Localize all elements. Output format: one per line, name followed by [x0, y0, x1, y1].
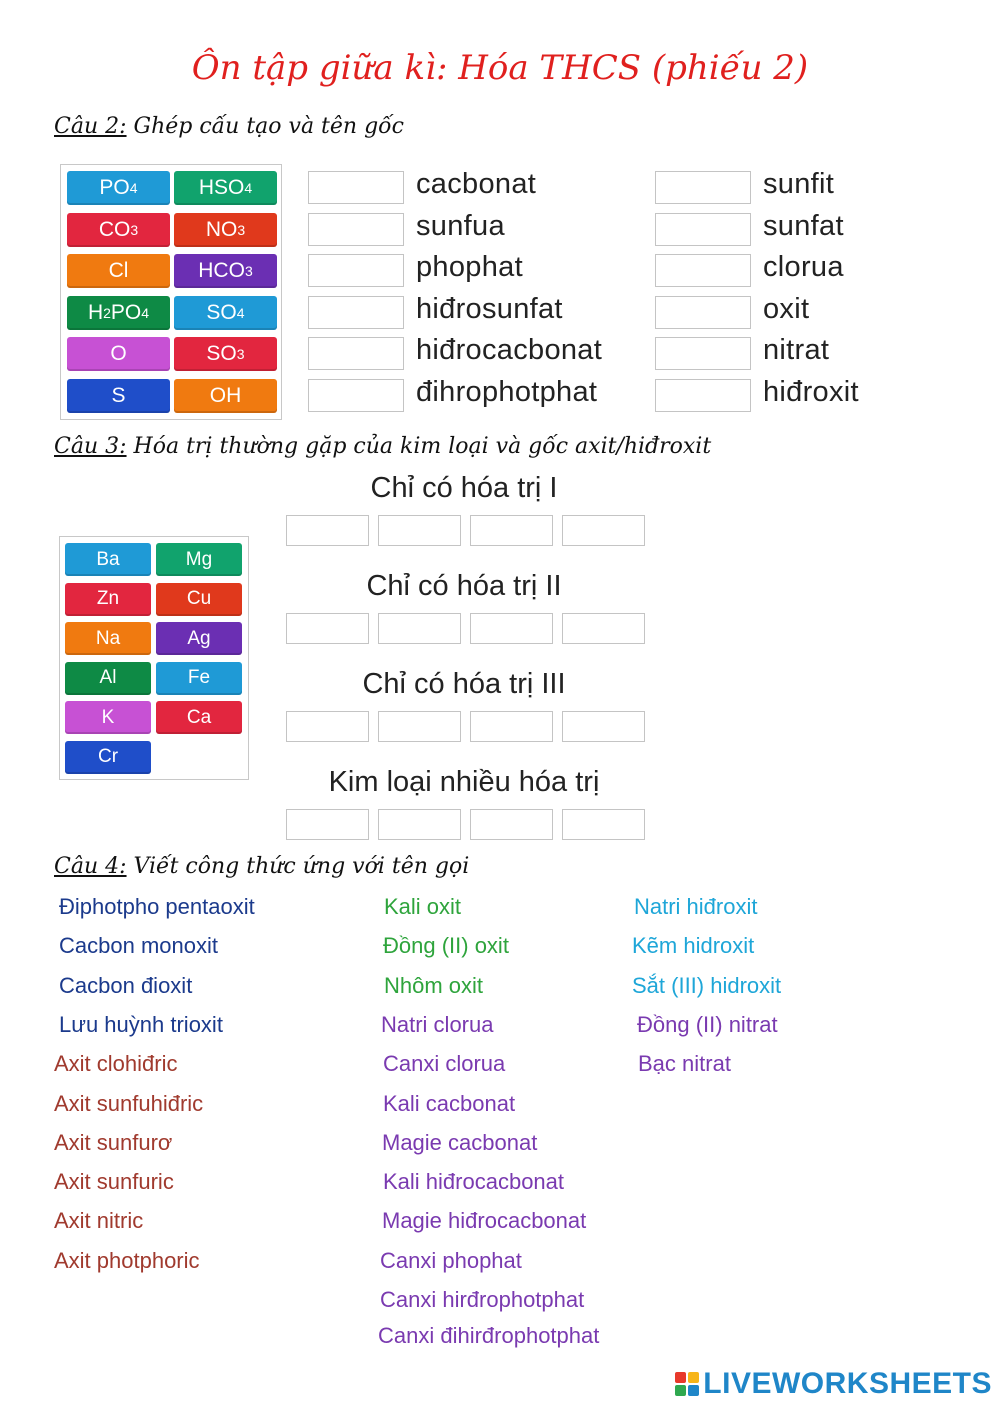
formula-text: O: [110, 342, 127, 365]
match-drop-box[interactable]: [308, 213, 404, 246]
compound-name: Natri clorua: [381, 1011, 494, 1037]
compound-name: Kẽm hidroxit: [632, 933, 755, 959]
compound-name: Axit photphoric: [54, 1247, 200, 1273]
formula-chip[interactable]: [67, 379, 170, 413]
metal-chip[interactable]: Na: [65, 622, 151, 655]
match-drop-box[interactable]: [308, 337, 404, 370]
question-2-text: Ghép cấu tạo và tên gốc: [126, 114, 404, 139]
formula-chip[interactable]: HCO 3: [174, 254, 277, 288]
valence-drop-box[interactable]: [378, 515, 461, 546]
formula-chip[interactable]: HSO 4: [174, 171, 277, 205]
compound-name: Magie hiđrocacbonat: [382, 1208, 587, 1234]
metal-chip[interactable]: Fe: [156, 662, 242, 695]
valence-drop-box[interactable]: [378, 613, 461, 644]
match-drop-box[interactable]: [308, 254, 404, 287]
radical-name-label: cacbonat: [416, 168, 537, 200]
q2-answer-bank: [60, 164, 282, 420]
formula-chip[interactable]: [174, 379, 277, 413]
compound-name: Magie cacbonat: [382, 1129, 538, 1155]
compound-name: Axit clohiđric: [54, 1051, 178, 1077]
valence-drop-box[interactable]: [470, 613, 553, 644]
metal-chip[interactable]: Ag: [156, 622, 242, 655]
radical-name-label: phophat: [416, 251, 523, 283]
formula-chip[interactable]: NO 3: [174, 213, 277, 247]
formula-chip[interactable]: [67, 254, 170, 288]
formula-text: NO: [205, 217, 238, 241]
radical-name-label: hiđrosunfat: [416, 292, 563, 325]
radical-name-label: sunfat: [763, 209, 844, 242]
question-3-text: Hóa trị thường gặp của kim loại và gốc axit/hiđroxit: [126, 434, 712, 459]
valence-drop-box[interactable]: [470, 711, 553, 742]
compound-name: Cacbon đioxit: [59, 972, 193, 998]
compound-name: Axit sunfuhiđric: [54, 1090, 204, 1116]
match-drop-box[interactable]: [655, 379, 751, 412]
valence-drop-box[interactable]: [286, 515, 369, 546]
match-drop-box[interactable]: [655, 337, 751, 370]
page-title: Ôn tập giữa kì: Hóa THCS (phiếu 2): [191, 48, 809, 88]
radical-name-label: sunfit: [763, 168, 835, 200]
formula-chip[interactable]: PO 4: [67, 171, 170, 205]
compound-name: Canxi hirđrophotphat: [380, 1287, 585, 1312]
valence-drop-box[interactable]: [378, 809, 461, 840]
formula-chip[interactable]: [67, 337, 170, 371]
formula-text: CO: [98, 217, 131, 241]
brand-name: LIVEWORKSHEETS: [703, 1367, 992, 1400]
formula-chip[interactable]: CO 3: [67, 213, 170, 247]
formula-text: PO: [99, 176, 130, 199]
valence-drop-box[interactable]: [562, 809, 645, 840]
compound-name: Lưu huỳnh trioxit: [59, 1011, 223, 1037]
metal-chip[interactable]: Ca: [156, 701, 242, 734]
match-drop-box[interactable]: [655, 213, 751, 246]
valence-drop-box[interactable]: [378, 711, 461, 742]
valence-group-title: Chỉ có hóa trị I: [370, 472, 558, 504]
valence-drop-box[interactable]: [470, 809, 553, 840]
compound-name: Kali hiđrocacbonat: [383, 1169, 565, 1195]
valence-drop-box[interactable]: [470, 515, 553, 546]
metal-chip[interactable]: Mg: [156, 543, 242, 576]
radical-name-label: oxit: [763, 292, 810, 325]
q3-answer-bank: [59, 536, 249, 780]
formula-chip[interactable]: H 2 PO 4: [67, 296, 170, 330]
question-4-heading: [54, 854, 469, 879]
compound-name: Axit sunfuric: [54, 1169, 174, 1195]
match-drop-box[interactable]: [655, 171, 751, 204]
radical-name-label: clorua: [763, 251, 844, 283]
valence-group-title: Chỉ có hóa trị II: [366, 570, 562, 602]
formula-text: SO: [206, 342, 237, 365]
compound-name: Đồng (II) nitrat: [637, 1011, 778, 1037]
radical-name-label: đihrophotphat: [416, 375, 598, 408]
metal-chip[interactable]: Cr: [65, 741, 151, 774]
metal-chip[interactable]: Ba: [65, 543, 151, 576]
radical-name-label: nitrat: [763, 334, 830, 366]
compound-name: Kali cacbonat: [383, 1090, 516, 1116]
formula-text: PO: [110, 300, 142, 324]
match-drop-box[interactable]: [308, 171, 404, 204]
formula-text: Cl: [108, 259, 129, 282]
question-3-heading: [54, 434, 711, 459]
match-drop-box[interactable]: [655, 296, 751, 329]
question-4-number: Câu 4:: [54, 854, 127, 879]
metal-chip[interactable]: Al: [65, 662, 151, 695]
valence-drop-box[interactable]: [286, 809, 369, 840]
compound-name: Axit sunfurơ: [54, 1129, 173, 1155]
valence-drop-box[interactable]: [286, 613, 369, 644]
compound-name: Axit nitric: [54, 1208, 144, 1234]
valence-group-title: Kim loại nhiều hóa trị: [328, 766, 600, 798]
compound-name: Canxi đihirđrophotphat: [378, 1323, 600, 1348]
compound-name: Nhôm oxit: [384, 972, 484, 998]
metal-chip[interactable]: Zn: [65, 583, 151, 616]
metal-chip[interactable]: Cu: [156, 583, 242, 616]
valence-drop-box[interactable]: [562, 613, 645, 644]
compound-name: Sắt (III) hidroxit: [632, 972, 782, 998]
match-drop-box[interactable]: [655, 254, 751, 287]
metal-chip[interactable]: K: [65, 701, 151, 734]
compound-name: Cacbon monoxit: [59, 933, 218, 959]
formula-text: S: [111, 383, 126, 407]
compound-name: Kali oxit: [384, 894, 462, 919]
formula-text: H: [87, 300, 104, 324]
compound-name: Natri hiđroxit: [634, 894, 758, 919]
question-3-number: Câu 3:: [54, 434, 127, 459]
valence-drop-box[interactable]: [562, 515, 645, 546]
formula-chip[interactable]: SO 4: [174, 296, 277, 330]
radical-name-label: sunfua: [416, 209, 505, 242]
match-drop-box[interactable]: [308, 379, 404, 412]
compound-name: Điphotpho pentaoxit: [59, 894, 255, 919]
question-2-number: Câu 2:: [54, 114, 127, 139]
formula-text: HSO: [198, 176, 245, 199]
question-2-heading: [54, 114, 404, 139]
liveworksheets-logo: [675, 1367, 992, 1401]
radical-name-label: hiđrocacbonat: [416, 334, 603, 366]
compound-name: Canxi clorua: [383, 1051, 506, 1077]
valence-drop-box[interactable]: [562, 711, 645, 742]
question-4-text: Viết công thức ứng với tên gọi: [126, 854, 470, 879]
valence-drop-box[interactable]: [286, 711, 369, 742]
radical-name-label: hiđroxit: [763, 375, 859, 408]
compound-name: Canxi phophat: [380, 1247, 522, 1273]
formula-chip[interactable]: SO 3: [174, 337, 277, 371]
match-drop-box[interactable]: [308, 296, 404, 329]
compound-name: Bạc nitrat: [638, 1051, 731, 1077]
formula-text: HCO: [198, 259, 245, 282]
formula-text: OH: [209, 383, 242, 407]
valence-group-title: Chỉ có hóa trị III: [362, 668, 566, 700]
compound-name: Đồng (II) oxit: [383, 933, 509, 959]
logo-icon: [675, 1372, 699, 1396]
formula-text: SO: [206, 300, 237, 324]
